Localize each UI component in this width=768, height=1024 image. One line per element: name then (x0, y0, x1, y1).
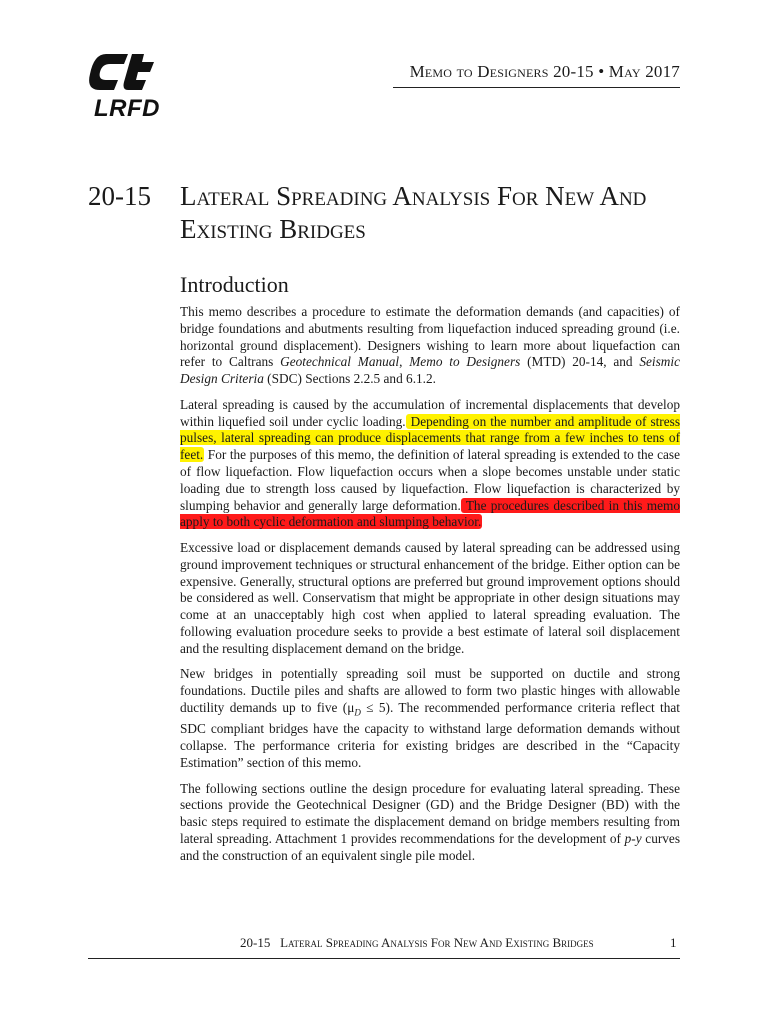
mu-symbol: μ (347, 699, 355, 715)
text-run: ≤ 5). The recommended performance criteria reflect that SDC compliant bridges have the capacity to withstand large deformation demands without collapse. The performance criteria for existing bridges are described in the “Capacity Estimation” section of this memo. (180, 699, 680, 770)
text-run: (MTD) 20-14, and (520, 354, 640, 370)
italic-run: Geotechnical Manual (280, 354, 400, 370)
section-heading: Introduction (180, 272, 289, 297)
page-number: 1 (670, 935, 677, 950)
italic-run: p-y (624, 830, 642, 846)
yellow-highlight: Depending on the number and amplitude of stress pulses, lateral spreading can produce displacements that range from a few inches to tens of feet. (180, 413, 680, 463)
text-run: , (399, 354, 410, 370)
red-highlight: The procedures described in this memo apply to both cyclic deformation and slumping behavior. (180, 497, 680, 530)
paragraph-4 (180, 666, 680, 771)
footer-title: 20-15 Lateral Spreading Analysis For New And Existing Bridges (240, 935, 594, 950)
paragraph-1 (180, 304, 680, 388)
title-number: 20-15 (88, 181, 151, 211)
text-run: New bridges in potentially spreading soil must be supported on ductile and strong foundations. Ductile piles and shafts are allowed to form two plastic hinges with allowable ductility demands up to five ( (180, 666, 680, 715)
text-run: This memo describes a procedure to estimate the deformation demands (and capacities) of bridge foundations and abutments resulting from liquefaction induced spreading ground (i.e. horizontal ground displacement). Designers wishing to learn more about liquefaction can refer to Caltrans (180, 304, 680, 370)
paragraph-3: Excessive load or displacement demands caused by lateral spreading can be addressed using ground improvement techniques or structural enhancement of the bridge. Either option can be expensive. Generally, structural options are preferred but ground improvement options should be considered as well. Conservatism that might be appropriate in other design situations may come at an unacceptably high cost when applied to lateral spreading evaluation. The following evaluation procedure seeks to provide a best estimate of lateral soil displacement and the resulting displacement demand on the bridge. (180, 539, 680, 656)
paragraph-2 (180, 397, 680, 531)
italic-run: Memo to Designers (409, 354, 521, 370)
memo-header: Memo to Designers 20-15 • May 2017 (409, 62, 680, 81)
text-run: Lateral spreading is caused by the accumulation of incremental displacements that develop within liquefied soil under cyclic loading. (180, 396, 680, 429)
header-rule (393, 87, 680, 88)
logo-text: LRFD (94, 95, 160, 122)
page-title: Lateral Spreading Analysis For New And Existing Bridges (180, 181, 647, 244)
text-run: curves and the construction of an equivalent single pile model. (180, 830, 680, 863)
paragraph-5 (180, 781, 680, 865)
italic-run: Seismic Design Criteria (180, 354, 680, 387)
subscript-d: D (354, 707, 361, 718)
caltrans-logo-icon (88, 52, 176, 96)
text-run: For the purposes of this memo, the definition of lateral spreading is extended to the case of flow liquefaction. Flow liquefaction occurs when a slope becomes unstable under static loading due to strength loss caused by liquefaction. Flow liquefaction is characterized by slumping behavior and generally large deformation. (180, 447, 680, 513)
text-run: The following sections outline the design procedure for evaluating lateral spreading. These sections provide the Geotechnical Designer (GD) and the Bridge Designer (BD) with the basic steps required to estimate the displacement demand on bridge members resulting from lateral spreading. Attachment 1 provides recommendations for the development of (180, 780, 680, 846)
footer-rule (88, 958, 680, 959)
body-text (180, 304, 680, 873)
text-run: (SDC) Sections 2.2.5 and 6.1.2. (263, 371, 436, 387)
